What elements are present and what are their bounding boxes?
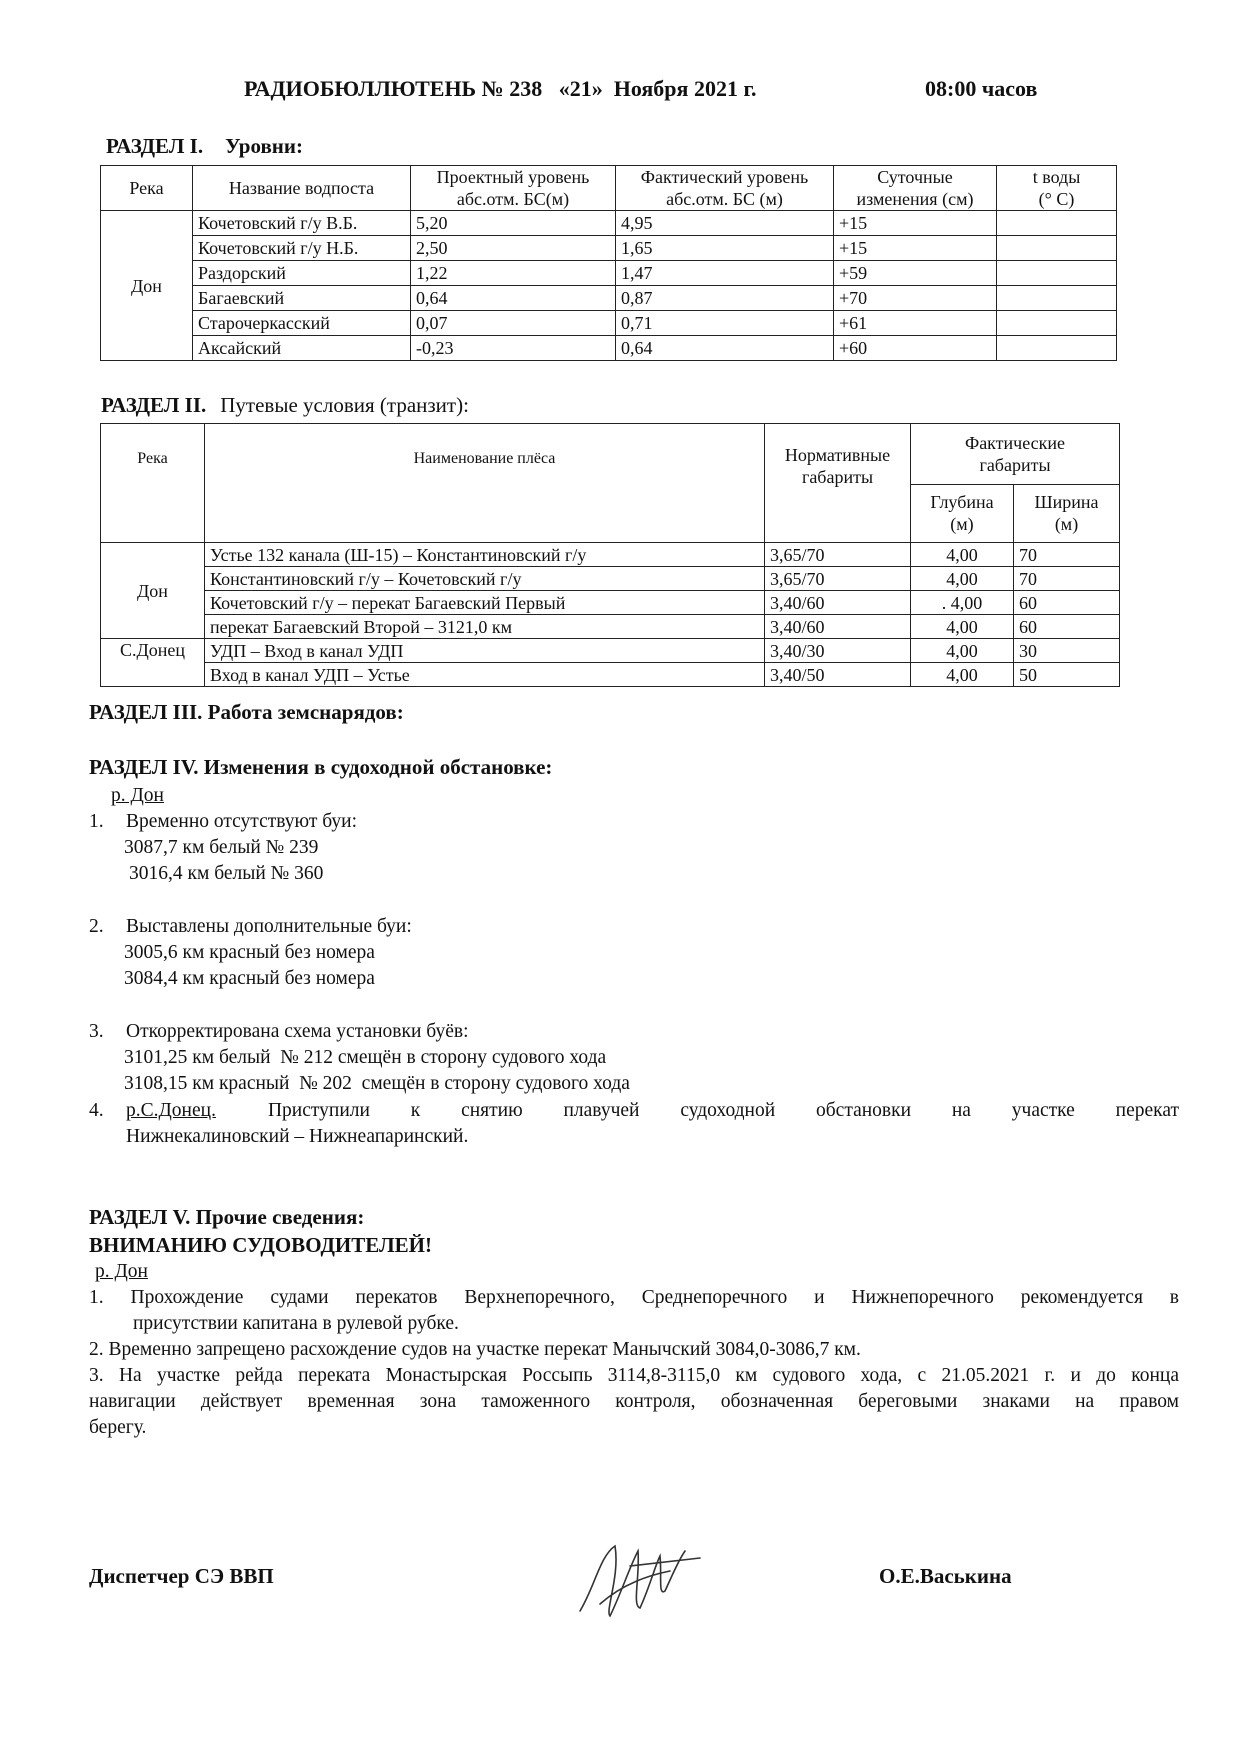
section4-item1	[89, 809, 1179, 887]
section3-title: РАЗДЕЛ III. Работа земснарядов:	[89, 700, 404, 724]
reach-name: УДП – Вход в канал УДП	[205, 639, 765, 663]
actual-level: 0,71	[616, 311, 834, 336]
section1-title	[106, 134, 303, 159]
section4-item4	[89, 1098, 1179, 1150]
section2-subtitle: Путевые условия (транзит):	[220, 393, 469, 417]
gauge-name: Аксайский	[193, 336, 411, 361]
reach-name: Вход в канал УДП – Устье	[205, 663, 765, 687]
design-level: -0,23	[411, 336, 616, 361]
water-temp	[997, 236, 1117, 261]
actual-depth: 4,00	[911, 663, 1014, 687]
levels-col-river: Река	[101, 166, 193, 211]
gauge-name: Кочетовский г/у Н.Б.	[193, 236, 411, 261]
table-row	[101, 615, 1120, 639]
actual-depth: 4,00	[911, 639, 1014, 663]
actual-level: 1,47	[616, 261, 834, 286]
section5-items	[89, 1285, 1179, 1441]
list-subitem: Нижнекалиновский – Нижнеапаринский.	[126, 1126, 469, 1147]
list-subitem: 3005,6 км красный без номера	[124, 942, 375, 963]
section4-item2	[89, 914, 1179, 992]
signer-position: Диспетчер СЭ ВВП	[89, 1564, 274, 1588]
transit-col-depth: Глубина (м)	[911, 484, 1014, 542]
list-subitem: 3101,25 км белый № 212 смещён в сторону судового хода	[124, 1047, 607, 1068]
daily-change: +70	[834, 286, 997, 311]
levels-col-gauge: Название водпоста	[193, 166, 411, 211]
section4-item3	[89, 1019, 1179, 1097]
daily-change: +15	[834, 236, 997, 261]
reach-name: Устье 132 канала (Ш-15) – Константиновский г/у	[205, 543, 765, 567]
section4-river: р. Дон	[111, 785, 164, 806]
design-level: 0,64	[411, 286, 616, 311]
actual-level: 1,65	[616, 236, 834, 261]
daily-change: +61	[834, 311, 997, 336]
design-level: 5,20	[411, 211, 616, 236]
gauge-name: Кочетовский г/у В.Б.	[193, 211, 411, 236]
norm-size: 3,65/70	[765, 567, 911, 591]
daily-change: +60	[834, 336, 997, 361]
table-row	[101, 336, 1117, 361]
table-row	[101, 286, 1117, 311]
design-level: 2,50	[411, 236, 616, 261]
transit-header-row-1	[101, 424, 1120, 485]
levels-col-design: Проектный уровень абс.отм. БС(м)	[411, 166, 616, 211]
norm-size: 3,40/60	[765, 615, 911, 639]
gauge-name: Старочеркасский	[193, 311, 411, 336]
water-temp	[997, 311, 1117, 336]
actual-width: 70	[1014, 543, 1120, 567]
list-subitem: 3084,4 км красный без номера	[124, 968, 375, 989]
actual-level: 0,87	[616, 286, 834, 311]
daily-change: +15	[834, 211, 997, 236]
list-item: 1. Прохождение судами перекатов Верхнепоречного, Среднепоречного и Нижнепоречного рекомендуется в	[89, 1287, 1179, 1308]
list-item-cont: берегу.	[89, 1417, 147, 1438]
design-level: 0,07	[411, 311, 616, 336]
norm-size: 3,40/30	[765, 639, 911, 663]
reach-name: Кочетовский г/у – перекат Багаевский Первый	[205, 591, 765, 615]
actual-width: 60	[1014, 615, 1120, 639]
norm-size: 3,40/50	[765, 663, 911, 687]
section1-subtitle: Уровни:	[225, 134, 303, 158]
actual-depth: . 4,00	[911, 591, 1014, 615]
table-row	[101, 236, 1117, 261]
table-row	[101, 211, 1117, 236]
actual-depth: 4,00	[911, 567, 1014, 591]
gauge-name: Раздорский	[193, 261, 411, 286]
levels-col-actual: Фактический уровень абс.отм. БС (м)	[616, 166, 834, 211]
actual-level: 0,64	[616, 336, 834, 361]
bulletin-time: 08:00 часов	[925, 76, 1038, 101]
list-item: 3. Откорректирована схема установки буёв:	[89, 1021, 469, 1042]
levels-col-temp: t воды (° С)	[997, 166, 1117, 211]
section5-title: РАЗДЕЛ V. Прочие сведения: ВНИМАНИЮ СУДОВОДИТЕЛЕЙ!	[89, 1205, 432, 1257]
transit-col-norm: Нормативные габариты	[765, 424, 911, 543]
water-temp	[997, 211, 1117, 236]
list-subitem: 3087,7 км белый № 239	[124, 837, 319, 858]
list-item: 3. На участке рейда переката Монастырская Россыпь 3114,8-3115,0 км судового хода, с 21.05.2021 г. и до конца	[89, 1365, 1179, 1386]
signature-area	[0, 1564, 1240, 1684]
transit-col-actual: Фактические габариты	[911, 424, 1120, 485]
reach-name: Константиновский г/у – Кочетовский г/у	[205, 567, 765, 591]
actual-depth: 4,00	[911, 543, 1014, 567]
norm-size: 3,40/60	[765, 591, 911, 615]
water-temp	[997, 261, 1117, 286]
list-item: 2. Временно запрещено расхождение судов на участке перекат Манычский 3084,0-3086,7 км.	[89, 1339, 861, 1360]
actual-width: 70	[1014, 567, 1120, 591]
section2-label: РАЗДЕЛ II.	[101, 393, 207, 417]
section4-title: РАЗДЕЛ IV. Изменения в судоходной обстановке:	[89, 755, 553, 779]
transit-col-river: Река	[101, 424, 205, 543]
section1-label: РАЗДЕЛ I.	[106, 134, 204, 158]
design-level: 1,22	[411, 261, 616, 286]
gauge-name: Багаевский	[193, 286, 411, 311]
table-row	[101, 591, 1120, 615]
handwritten-signature	[560, 1516, 710, 1636]
levels-col-daily: Суточные изменения (см)	[834, 166, 997, 211]
levels-header-row	[101, 166, 1117, 211]
table-row	[101, 639, 1120, 663]
list-item-cont: присутствии капитана в рулевой рубке.	[133, 1313, 459, 1334]
list-item: 1. Временно отсутствуют буи:	[89, 811, 358, 832]
transit-col-reach: Наименование плёса	[205, 424, 765, 543]
list-item: 2. Выставлены дополнительные буи:	[89, 916, 412, 937]
actual-level: 4,95	[616, 211, 834, 236]
list-subitem: 3108,15 км красный № 202 смещён в сторону судового хода	[124, 1073, 630, 1094]
transit-river-cell: Дон	[101, 543, 205, 639]
transit-river-cell: С.Донец	[101, 639, 205, 687]
list-item: 4. р.С.Донец. Приступили к снятию плавучей судоходной обстановки на участке перекат	[89, 1100, 1179, 1121]
actual-width: 50	[1014, 663, 1120, 687]
table-row	[101, 261, 1117, 286]
actual-depth: 4,00	[911, 615, 1014, 639]
daily-change: +59	[834, 261, 997, 286]
transit-col-width: Ширина (м)	[1014, 484, 1120, 542]
table-row	[101, 311, 1117, 336]
reach-name: перекат Багаевский Второй – 3121,0 км	[205, 615, 765, 639]
transit-table	[100, 423, 1120, 687]
table-row	[101, 567, 1120, 591]
actual-width: 30	[1014, 639, 1120, 663]
water-temp	[997, 336, 1117, 361]
bulletin-header	[0, 76, 1240, 106]
section5-river: р. Дон	[95, 1261, 148, 1282]
table-row	[101, 663, 1120, 687]
norm-size: 3,65/70	[765, 543, 911, 567]
bulletin-title: РАДИОБЮЛЛЮТЕНЬ № 238 «21» Ноября 2021 г.	[244, 76, 757, 101]
attention-heading: ВНИМАНИЮ СУДОВОДИТЕЛЕЙ!	[89, 1233, 432, 1257]
section2-title	[101, 393, 469, 418]
levels-river-cell: Дон	[101, 211, 193, 361]
list-item-cont: навигации действует временная зона таможенного контроля, обозначенная береговыми знаками на правом	[89, 1391, 1179, 1412]
levels-table	[100, 165, 1117, 361]
signer-name: О.Е.Васькина	[879, 1564, 1012, 1588]
table-row	[101, 543, 1120, 567]
actual-width: 60	[1014, 591, 1120, 615]
water-temp	[997, 286, 1117, 311]
list-subitem: 3016,4 км белый № 360	[129, 863, 324, 884]
